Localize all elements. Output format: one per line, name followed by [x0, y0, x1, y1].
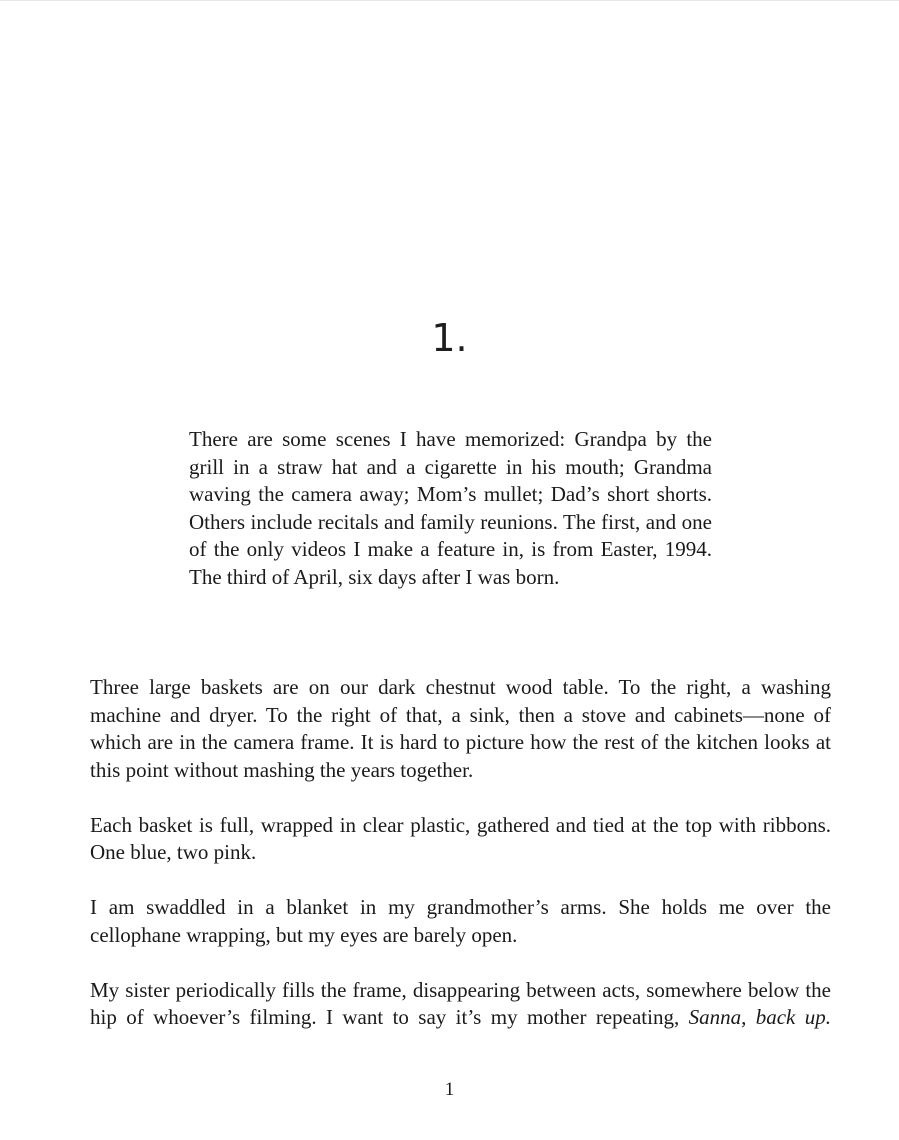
paragraph-baskets-table: Three large baskets are on our dark chestnut wood table. To the right, a washing machine and dryer. To the right of that, a sink, then a stove and cabinets—none of which are in the camera frame. It is hard to picture how the rest of the kitchen looks at this point without mashing the years together. [90, 675, 831, 782]
paragraph-sister [90, 977, 831, 1032]
paragraph-swaddled: I am swaddled in a blanket in my grandmother’s arms. She holds me over the cellophane wrapping, but my eyes are barely open. [90, 895, 831, 947]
epigraph-paragraph: There are some scenes I have memorized: Grandpa by the grill in a straw hat and a cigarette in his mouth; Grandma waving the camera away; Mom’s mullet; Dad’s short shorts. Others include recitals and family reunions. The first, and one of the only videos I make a feature in, is from Easter, 1994. The third of April, six days after I was born. [189, 427, 712, 589]
page-number: 1 [444, 1079, 455, 1100]
body-text [90, 674, 831, 1032]
chapter-number: 1. [431, 316, 468, 360]
paragraph-sister-text: My sister periodically fills the frame, disappearing between acts, somewhere below the hip of whoever’s filming. I want to say it’s my mother repeating, [90, 977, 831, 1029]
paragraph-basket-ribbons: Each basket is full, wrapped in clear plastic, gathered and tied at the top with ribbons. One blue, two pink. [90, 812, 831, 864]
paragraph-sister-italic-quote: Sanna, back up. [688, 1005, 831, 1029]
